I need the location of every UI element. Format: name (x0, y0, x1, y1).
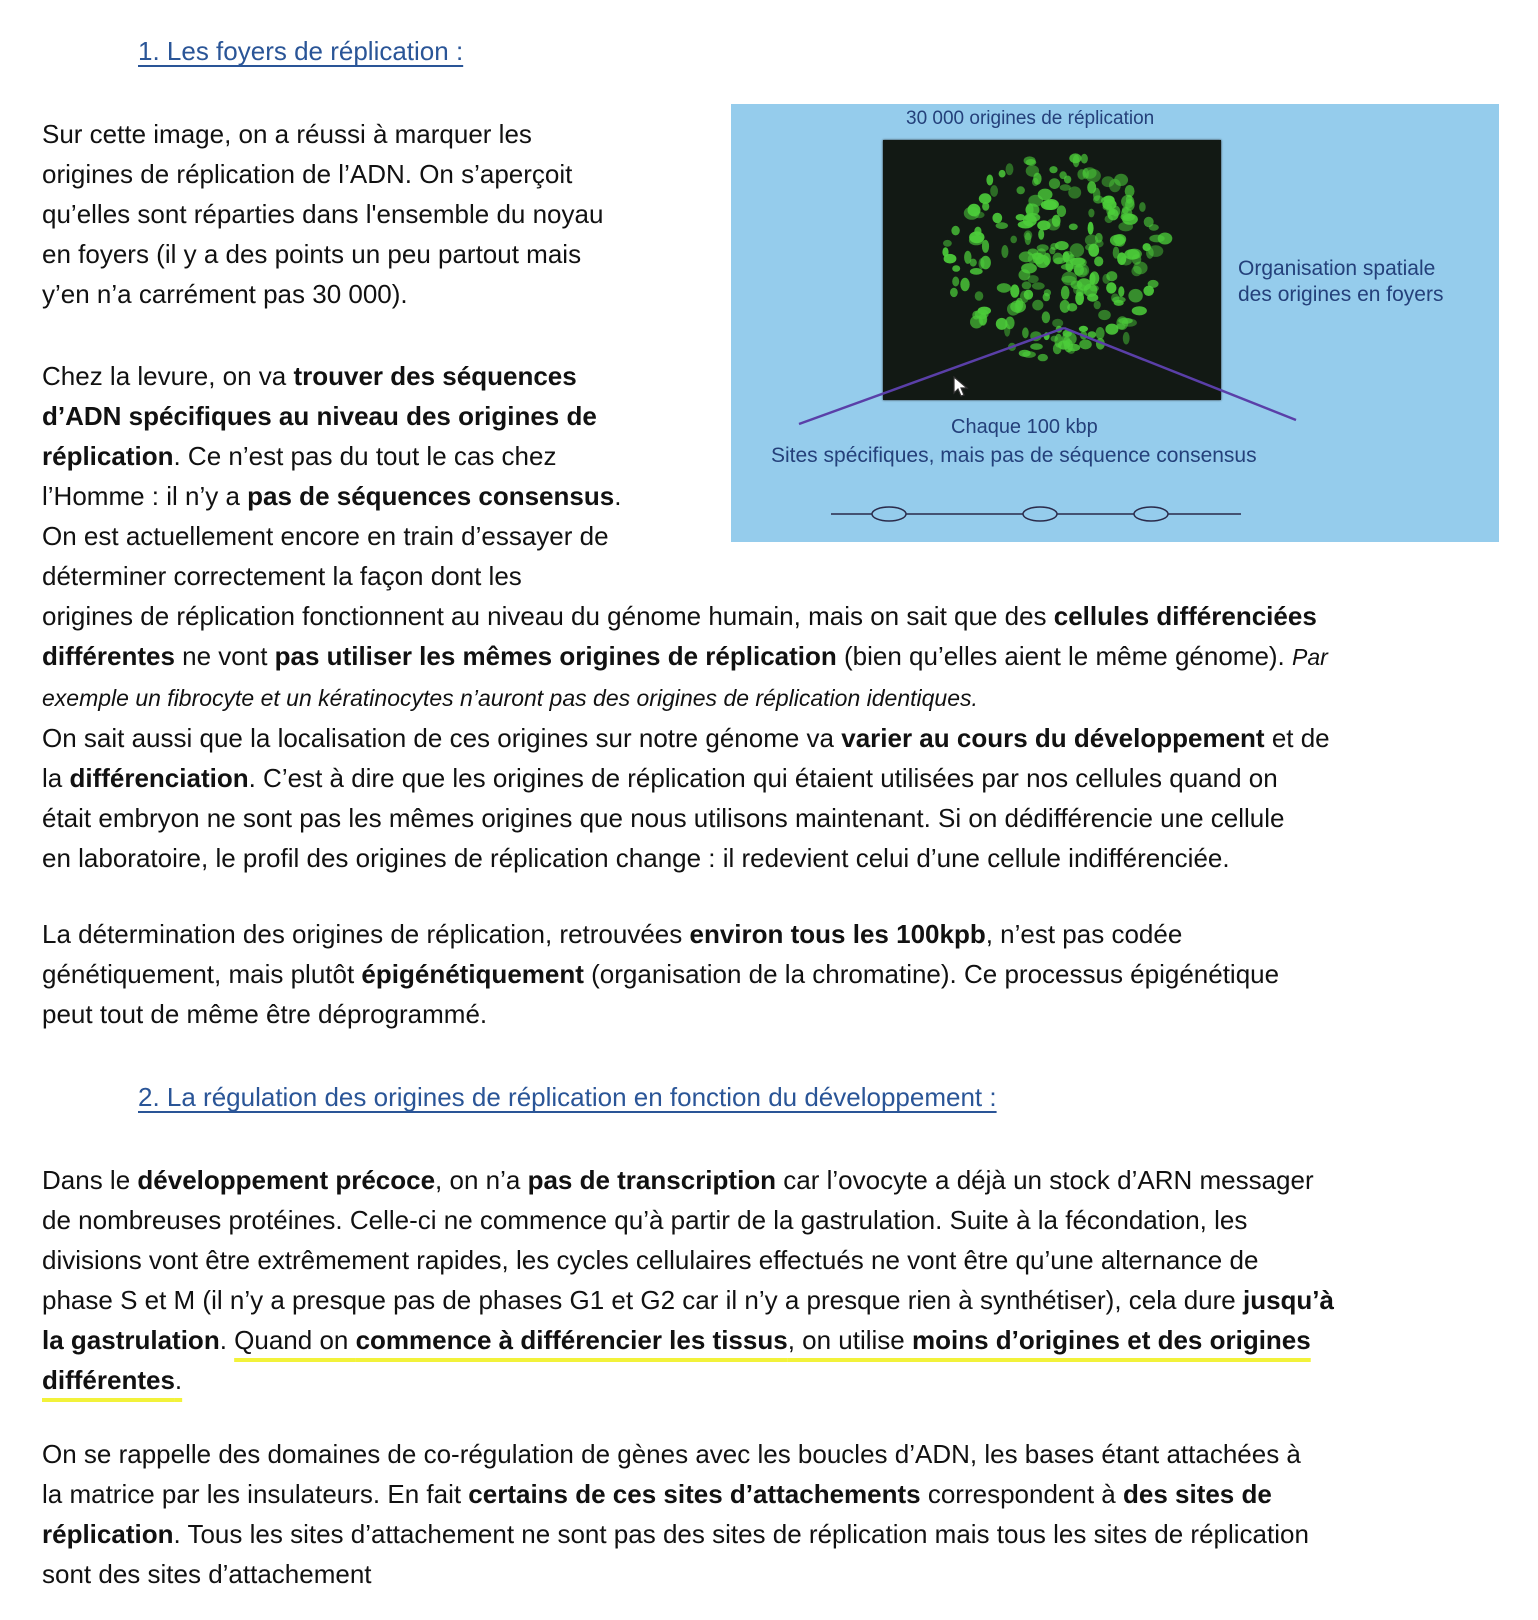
text-run: origines de réplication fonctionnent au niveau du génome humain, mais on sait que des (42, 601, 1054, 631)
text-run: la (42, 763, 70, 793)
bold-text: réplication (42, 1519, 174, 1549)
paragraph-4 (42, 1160, 1334, 1400)
text-line (42, 1160, 1334, 1200)
text-run: , on n’a (435, 1165, 528, 1195)
text-line (42, 356, 1330, 396)
text-line: de nombreuses protéines. Celle-ci ne commence qu’à partir de la gastrulation. Suite à la fécondation, les (42, 1205, 1248, 1235)
text-line: divisions vont être extrêmement rapides, les cycles cellulaires effectués ne vont être qu’une alternance de (42, 1245, 1259, 1275)
text-line (42, 914, 1279, 954)
text-line (42, 436, 1330, 476)
text-run: phase S et M (il n’y a presque pas de phases G1 et G2 car il n’y a presque rien à synthétiser), cela dure (42, 1285, 1243, 1315)
text-line (42, 758, 1330, 798)
text-line (42, 954, 1279, 994)
text-run: , on utilise (787, 1325, 912, 1355)
paragraph-2 (42, 356, 1330, 878)
text-line (42, 596, 1330, 636)
text-run: car l’ovocyte a déjà un stock d’ARN messager (776, 1165, 1314, 1195)
text-line (42, 636, 1330, 677)
side-label-line-2: des origines en foyers (1238, 283, 1444, 306)
text-run: (bien qu’elles aient le même génome). (836, 641, 1293, 671)
bold-text: varier au cours du développement (841, 723, 1265, 753)
text-line (42, 1360, 1334, 1400)
text-line: Sur cette image, on a réussi à marquer les (42, 119, 532, 149)
paragraph-1 (42, 114, 603, 314)
text-run: . Ce n’est pas du tout le cas chez (173, 441, 557, 471)
bold-text: trouver des séquences (293, 361, 577, 391)
text-run: . (614, 481, 622, 511)
text-run: l’Homme : il n’y a (42, 481, 248, 511)
section-heading-2: 2. La régulation des origines de réplication en fonction du développement : (138, 1082, 997, 1112)
italic-text: Par (1292, 644, 1328, 670)
text-line (42, 1280, 1334, 1320)
text-line (42, 1474, 1309, 1514)
text-run: génétiquement, mais plutôt (42, 959, 362, 989)
bold-text: d’ADN spécifiques au niveau des origines de (42, 401, 597, 431)
bold-text: pas de transcription (527, 1165, 777, 1195)
text-line (42, 396, 1330, 436)
text-run: Chez la levure, on va (42, 361, 294, 391)
text-run: La détermination des origines de réplication, retrouvées (42, 919, 690, 949)
bold-text: la gastrulation (42, 1325, 220, 1355)
paragraph-3 (42, 914, 1279, 1034)
bold-text: différenciation (69, 763, 249, 793)
text-line: était embryon ne sont pas les mêmes origines que nous utilisons maintenant. Si on dédifférencie une cellule (42, 803, 1285, 833)
text-line: origines de réplication de l’ADN. On s’aperçoit (42, 159, 573, 189)
text-line (42, 1514, 1309, 1554)
bold-text: moins d’origines et des origines (911, 1325, 1311, 1355)
text-line: qu’elles sont réparties dans l'ensemble du noyau (42, 199, 604, 229)
text-line: y’en n’a carrément pas 30 000). (42, 279, 408, 309)
text-run: Quand on (234, 1325, 356, 1355)
bold-text: cellules différenciées (1053, 601, 1317, 631)
bold-text: commence à différencier les tissus (355, 1325, 788, 1355)
figure-title: 30 000 origines de réplication (906, 108, 1155, 129)
bold-text: différentes (42, 1365, 175, 1395)
text-line (42, 718, 1330, 758)
figure-sites-label: Sites spécifiques, mais pas de séquence consensus (771, 444, 1257, 467)
text-run: . (174, 1365, 183, 1395)
text-line (42, 677, 1330, 718)
bold-text: épigénétiquement (361, 959, 584, 989)
paragraph-5 (42, 1434, 1309, 1594)
text-line: sont des sites d’attachement (42, 1559, 372, 1589)
text-line (42, 476, 1330, 516)
text-line: On se rappelle des domaines de co-régulation de gènes avec les boucles d’ADN, les bases étant attachées à (42, 1439, 1301, 1469)
side-label-line-1: Organisation spatiale (1238, 257, 1436, 280)
bold-text: développement précoce (137, 1165, 436, 1195)
text-line: en foyers (il y a des points un peu partout mais (42, 239, 582, 269)
italic-text: exemple un fibrocyte et un kératinocytes n’auront pas des origines de réplication identiques. (42, 685, 978, 711)
bold-text: jusqu’à (1242, 1285, 1334, 1315)
text-line (42, 1320, 1334, 1360)
highlighted-text (42, 1365, 182, 1395)
section-heading-1: 1. Les foyers de réplication : (138, 36, 464, 66)
text-line: déterminer correctement la façon dont les (42, 561, 522, 591)
bold-text: réplication (42, 441, 174, 471)
text-line: en laboratoire, le profil des origines de réplication change : il redevient celui d’une cellule indifférenciée. (42, 843, 1230, 873)
text-run: la matrice par les insulateurs. En fait (42, 1479, 469, 1509)
bold-text: environ tous les 100kpb (689, 919, 986, 949)
text-run: . C’est à dire que les origines de réplication qui étaient utilisées par nos cellules quand on (248, 763, 1278, 793)
bold-text: des sites de (1122, 1479, 1272, 1509)
bold-text: certains de ces sites d’attachements (468, 1479, 921, 1509)
figure-side-label (1238, 256, 1443, 308)
highlighted-text (234, 1325, 1311, 1355)
text-line: peut tout de même être déprogrammé. (42, 999, 488, 1029)
bold-text: pas utiliser les mêmes origines de réplication (274, 641, 837, 671)
text-run: (organisation de la chromatine). Ce processus épigénétique (583, 959, 1280, 989)
figure-interval-label: Chaque 100 kbp (951, 416, 1098, 438)
text-line: On est actuellement encore en train d’essayer de (42, 521, 609, 551)
text-run: Dans le (42, 1165, 138, 1195)
text-run: On sait aussi que la localisation de ces origines sur notre génome va (42, 723, 842, 753)
bold-text: pas de séquences consensus (247, 481, 615, 511)
text-run: et de (1264, 723, 1330, 753)
bold-text: différentes (42, 641, 175, 671)
text-run: . (219, 1325, 235, 1355)
text-run: . Tous les sites d’attachement ne sont pas des sites de réplication mais tous les sites de réplication (173, 1519, 1309, 1549)
text-run: , n’est pas codée (985, 919, 1183, 949)
text-run: correspondent à (920, 1479, 1123, 1509)
text-run: ne vont (174, 641, 275, 671)
